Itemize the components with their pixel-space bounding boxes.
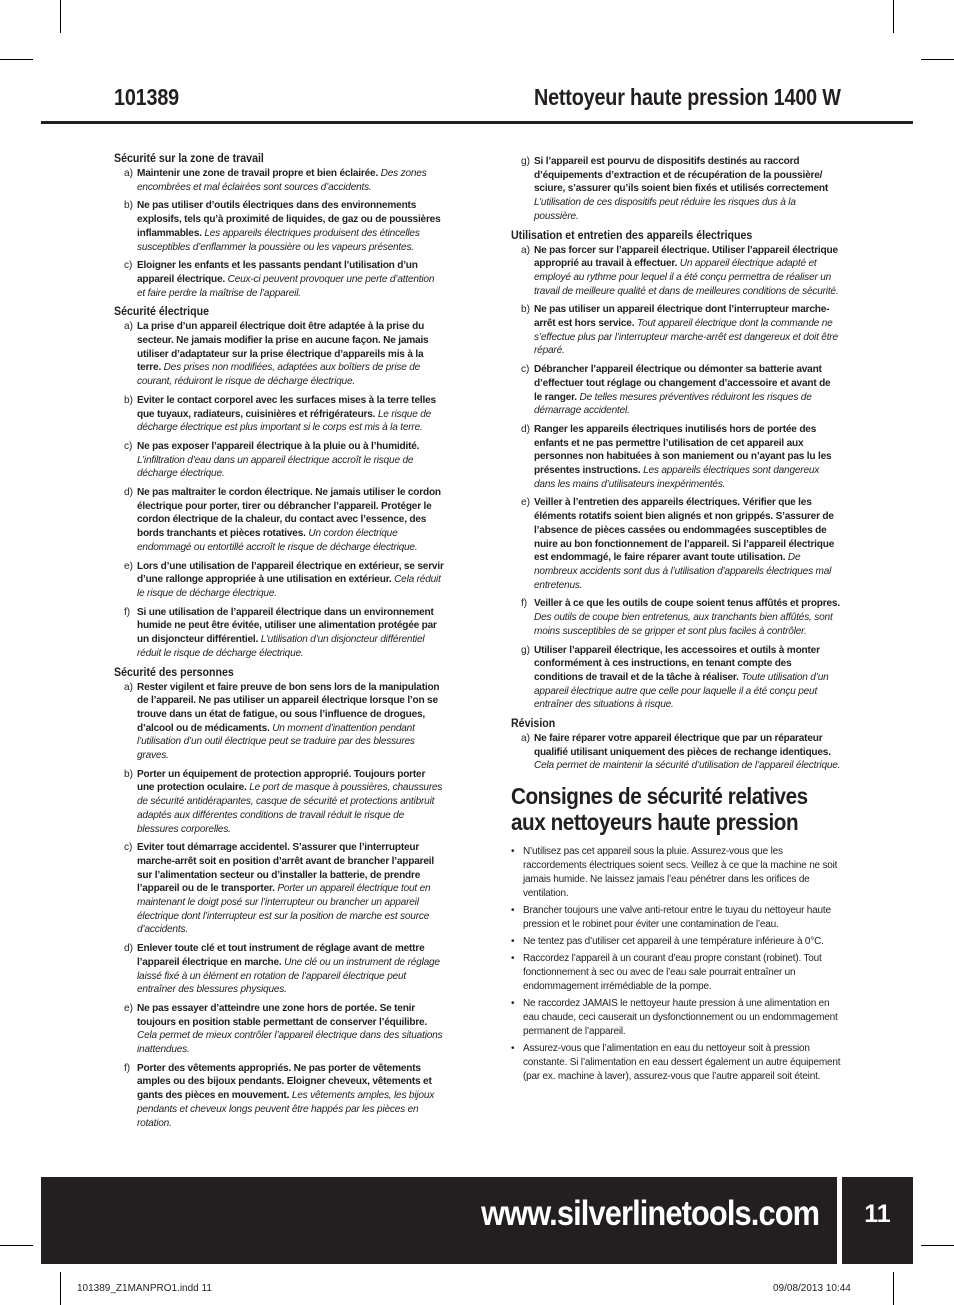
instruction-item (511, 496, 841, 592)
instruction-bold-text: Ne pas utiliser un appareil électrique dont l’interrupteur marche-arrêt est hors service. (534, 304, 830, 330)
website-url: www.silverlinetools.com (480, 1194, 819, 1233)
item-letter: d) (124, 487, 133, 499)
instruction-item (511, 363, 841, 418)
crop-mark (893, 0, 894, 33)
instruction-italic-text: Des zones encombrées et mal éclairées sont sources d’accidents. (137, 168, 427, 193)
instruction-italic-text: De nombreux accidents sont dus à l’utilisation d’appareils électriques mal entretenus. (534, 552, 832, 591)
instruction-bold-text: Enlever toute clé et tout instrument de réglage avant de mettre l’appareil électrique en marche. (137, 943, 425, 968)
instruction-bold-text: Ne pas exposer l’appareil électrique à la pluie ou à l’humidité. (137, 440, 420, 452)
bullet-icon: • (511, 936, 515, 948)
item-letter: b) (124, 394, 133, 406)
instruction-item (114, 486, 444, 555)
bullet-item (511, 904, 841, 932)
item-letter: a) (124, 168, 133, 179)
instruction-item (511, 644, 841, 713)
instruction-italic-text: Un cordon électrique endommagé ou entortillé accroît le risque de décharge électrique. (137, 528, 418, 553)
instruction-bold-text: Ne pas utiliser d’outils électriques dans des environnements explosifs, tels qu’à proximité de liquides, de gaz ou de poussières inflammables. (137, 200, 441, 239)
item-letter: a) (521, 244, 530, 256)
crop-mark (0, 59, 33, 60)
item-letter: c) (124, 260, 133, 272)
instruction-bold-text: Ne pas maltraiter le cordon électrique. Ne jamais utiliser le cordon électrique pour porter, tirer ou débrancher l’appareil. Protéger le cordon électrique de la chaleur, du contact avec l’essence, des bords tranchants et pièces rotatives. (137, 487, 441, 540)
bullet-item (511, 1042, 841, 1084)
instruction-item (114, 259, 444, 300)
instruction-bold-text: Eviter le contact corporel avec les surfaces mises à la terre telles que tuyaux, radiateurs, cuisinières et réfrigérateurs. (137, 394, 436, 420)
bullet-icon: • (511, 905, 515, 917)
instruction-bold-text: Eviter tout démarrage accidentel. S’assurer que l’interrupteur marche-arrêt soit en position d’arrêt avant de brancher l’appareil sur l’alimentation secteur ou d’installer la batterie, de prendre l’appareil ou de le transporter. (137, 842, 434, 895)
instruction-italic-text: Porter un appareil électrique tout en maintenant le doigt posé sur l’interrupteur ou brancher un appareil électrique dont l’interrupteur est sur la position de marche est source d’accidents. (137, 883, 431, 936)
instruction-italic-text: L’infiltration d’eau dans un appareil électrique accroît le risque de décharge électrique. (137, 454, 414, 480)
bullet-text: Ne tentez pas d’utiliser cet appareil à une température inférieure à 0°C. (523, 936, 824, 948)
bullet-text: Assurez-vous que l’alimentation en eau du nettoyeur soit à pression constante. Si l’alimentation en eau dessert également un autre équipement (par ex. machine à laver), assurez-vous que l’autre appareil soit éteint. (523, 1043, 841, 1083)
instruction-item (114, 167, 444, 194)
instruction-bold-text: La prise d’un appareil électrique doit être adaptée à la prise du secteur. Ne jamais modifier la prise en aucune façon. Ne jamais utiliser d’adaptateur sur la prise électrique d’appareils mis à la terre. (137, 321, 429, 374)
print-slug-file: 101389_Z1MANPRO1.indd 11 (77, 1283, 212, 1294)
instruction-italic-text: Cela réduit le risque de décharge électrique. (137, 574, 441, 599)
instruction-italic-text: Toute utilisation d’un appareil électrique autre que celle pour laquelle il a été conçu peut entraîner des situations à risque. (534, 671, 829, 711)
item-letter: a) (521, 733, 530, 745)
instruction-bold-text: Utiliser l’appareil électrique, les accessoires et outils à monter conformément à ces instructions, en tenant compte des conditions de travail et de la tâche à réaliser. (534, 644, 820, 683)
bullet-text: N’utilisez pas cet appareil sous la pluie. Assurez-vous que les raccordements électriques soient secs. Veillez à ce que la machine ne soit jamais humide. Ne laissez jamais l’eau pénétrer dans les orifices de ventilation. (523, 846, 838, 900)
crop-mark (60, 0, 61, 33)
instruction-italic-text: Une clé ou un instrument de réglage laissé fixé à un élément en rotation de l’appareil électrique peut entraîner des blessures physiques. (137, 956, 440, 996)
item-letter: b) (124, 200, 133, 212)
footer-bar (41, 1177, 837, 1264)
item-letter: d) (521, 423, 530, 435)
instruction-item (114, 320, 444, 389)
instruction-italic-text: Des outils de coupe bien entretenus, aux tranchants bien affûtés, sont moins susceptibles de se gripper et sont plus faciles à contrôler. (534, 612, 833, 637)
instruction-bold-text: Si l’appareil est pourvu de dispositifs destinés au raccord d’équipements d’extraction et de récupération de la poussière/ sciure, s’assurer qu’ils soient bien fixés et utilisés correctement (534, 156, 829, 195)
instruction-italic-text: Le risque de décharge électrique est plus important si le corps est mis à la terre. (137, 408, 432, 434)
bullet-icon: • (511, 953, 515, 965)
item-letter: d) (124, 943, 133, 955)
crop-mark (921, 1245, 954, 1246)
instruction-italic-text: Tout appareil électrique dont la commande ne s’effectue plus par l’interrupteur marche-arrêt est dangereux et doit être réparé. (534, 318, 838, 357)
bullet-icon: • (511, 846, 515, 858)
instruction-item (114, 560, 444, 601)
item-letter: e) (124, 1002, 133, 1014)
item-letter: b) (124, 768, 133, 780)
page-number: 11 (842, 1177, 913, 1264)
instruction-item (114, 942, 444, 997)
bullet-item (511, 997, 841, 1039)
right-column (511, 153, 841, 1087)
pressure-washer-safety-heading: Consignes de sécurité relatives aux nettoyeurs haute pression (511, 783, 808, 836)
instruction-bold-text: Rester vigilent et faire preuve de bon sens lors de la manipulation de l’appareil. Ne pas utiliser un appareil électrique lorsque l’on se trouve dans un état de fatigue, ou sous l’influence de drogues, d’alcool ou de médicaments. (137, 681, 440, 734)
instruction-item (511, 732, 841, 773)
product-code: 101389 (114, 84, 179, 110)
left-column (114, 151, 444, 1135)
instruction-bold-text: Ne pas essayer d’atteindre une zone hors de portée. Se tenir toujours en position stable permettant de conserver l’équilibre. (137, 1002, 428, 1028)
item-letter: g) (521, 156, 530, 167)
item-letter: e) (521, 497, 530, 509)
instruction-item (511, 423, 841, 492)
instruction-italic-text: Le port de masque à poussières, chaussures de sécurité antidérapantes, casque de sécurité et protections antibruit adaptés aux différentes conditions de travail réduit le risque de blessures corporelles. (137, 782, 443, 835)
bullet-item (511, 845, 841, 901)
item-letter: f) (124, 1062, 131, 1074)
instruction-italic-text: Ceux-ci peuvent provoquer une perte d’attention et faire perdre la maîtrise de l’appareil. (137, 273, 435, 299)
item-letter: f) (124, 606, 131, 618)
instruction-italic-text: Des prises non modifiées, adaptées aux boîtiers de prise de courant, réduiront le risque de décharge électrique. (137, 362, 421, 388)
bullet-icon: • (511, 998, 515, 1010)
bullet-text: Brancher toujours une valve anti-retour entre le tuyau du nettoyeur haute pression et le robinet pour éviter une contamination de l’eau. (523, 905, 831, 931)
bullet-text: Raccordez l’appareil à un courant d’eau propre constant (robinet). Tout fonctionnement à sec ou avec de l’eau sale pourrait entraîner un endommagement irrémédiable de la pompe. (523, 953, 822, 993)
item-letter: c) (124, 842, 133, 854)
section-heading: Sécurité électrique (114, 304, 210, 319)
crop-mark (921, 59, 954, 60)
section-heading: Révision (511, 716, 556, 731)
instruction-italic-text: Cela permet de mieux contrôler l’appareil électrique dans des situations inattendues. (137, 1030, 443, 1056)
bullet-text: Ne raccordez JAMAIS le nettoyeur haute pression à une alimentation en eau chaude, ceci causerait un dysfonctionnement ou un endommagement permanent de l’appareil. (523, 998, 838, 1038)
instruction-italic-text: Les appareils électriques produisent des étincelles susceptibles d’enflammer la poussière ou les vapeurs présentes. (137, 227, 420, 253)
instruction-bold-text: Si une utilisation de l’appareil électrique dans un environnement humide ne peut être évitée, utiliser une alimentation protégée par un disjoncteur différentiel. (137, 606, 437, 646)
instruction-item (114, 199, 444, 254)
instruction-italic-text: Les vêtements amples, les bijoux pendants et cheveux longs peuvent être happés par les pièces en rotation. (137, 1090, 435, 1129)
instruction-italic-text: L’utilisation d’un disjoncteur différentiel réduit le risque de décharge électrique. (137, 634, 425, 659)
item-letter: f) (521, 598, 528, 610)
instruction-item (114, 681, 444, 763)
item-letter: a) (124, 681, 133, 693)
bullet-item (511, 952, 841, 994)
instruction-item (511, 155, 841, 224)
item-letter: e) (124, 560, 133, 572)
item-letter: g) (521, 644, 530, 656)
instruction-italic-text: Les appareils électriques sont dangereux dans les mains d’utilisateurs inexpérimentés. (534, 465, 820, 490)
instruction-italic-text: Cela permet de maintenir la sécurité d’utilisation de l’appareil électrique. (534, 760, 841, 772)
crop-mark (893, 1272, 894, 1305)
print-slug-date: 09/08/2013 10:44 (773, 1283, 851, 1294)
instruction-bold-text: Veiller à ce que les outils de coupe soient tenus affûtés et propres. (534, 598, 840, 610)
instruction-item (114, 1002, 444, 1057)
instruction-bold-text: Ne faire réparer votre appareil électrique que par un réparateur qualifié utilisant uniquement des pièces de rechange identiques. (534, 733, 831, 758)
instruction-bold-text: Eloigner les enfants et les passants pendant l’utilisation d’un appareil électrique. (137, 260, 418, 285)
instruction-item (114, 1062, 444, 1131)
crop-mark (60, 1272, 61, 1305)
instruction-bold-text: Ranger les appareils électriques inutilisés hors de portée des enfants et ne pas permettre l’utilisation de cet appareil aux personnes non habituées à son maniement ou n’ayant pas lu les présentes instructions. (534, 423, 832, 477)
section-heading: Sécurité des personnes (114, 664, 234, 679)
item-letter: a) (124, 321, 133, 333)
instruction-item (511, 303, 841, 358)
instruction-italic-text: L’utilisation de ces dispositifs peut réduire les risques dus à la poussière. (534, 197, 796, 222)
instruction-bold-text: Veiller à l’entretien des appareils électriques. Vérifier que les éléments rotatifs soient bien alignés et non grippés. S’assurer de l’absence de pièces cassées ou endommagées susceptibles de nuire au bon fonctionnement de l’appareil. Si l’appareil électrique est endommagé, le faire réparer avant toute utilisation. (534, 497, 835, 564)
instruction-bold-text: Débrancher l’appareil électrique ou démonter sa batterie avant d’effectuer tout réglage ou changement d’accessoire et avant de le ranger. (534, 364, 831, 403)
header-divider (41, 121, 913, 124)
instruction-bold-text: Ne pas forcer sur l’appareil électrique. Utiliser l’appareil électrique approprié au travail à effectuer. (534, 244, 838, 270)
instruction-italic-text: Un moment d’inattention pendant l’utilisation d’un outil électrique peut se traduire par des blessures graves. (137, 722, 415, 762)
bullet-icon: • (511, 1043, 515, 1055)
instruction-item (114, 440, 444, 481)
crop-mark (0, 1245, 33, 1246)
instruction-item (114, 841, 444, 937)
instruction-bold-text: Porter des vêtements appropriés. Ne pas porter de vêtements amples ou des bijoux pendants. Eloigner cheveux, vêtements et gants des pièces en mouvement. (137, 1062, 432, 1102)
instruction-item (114, 394, 444, 435)
item-letter: c) (521, 364, 530, 376)
instruction-bold-text: Porter un équipement de protection approprié. Toujours porter une protection oculaire. (137, 768, 426, 794)
instruction-item (114, 768, 444, 837)
section-heading: Utilisation et entretien des appareils électriques (511, 227, 753, 242)
item-letter: c) (124, 440, 133, 452)
instruction-item (511, 244, 841, 299)
instruction-bold-text: Lors d’une utilisation de l’appareil électrique en extérieur, se servir d’une rallonge appropriée à une utilisation en extérieur. (137, 560, 444, 586)
page-title: Nettoyeur haute pression 1400 W (534, 84, 841, 110)
instruction-italic-text: Un appareil électrique adapté et employé au rythme pour lequel il a été conçu permettra de réaliser un travail de meilleure qualité et dans de meilleures conditions de sécurité. (534, 258, 839, 297)
instruction-bold-text: Maintenir une zone de travail propre et bien éclairée. (137, 168, 379, 179)
instruction-italic-text: De telles mesures préventives réduiront les risques de démarrage accidentel. (534, 391, 812, 417)
instruction-item (114, 606, 444, 661)
item-letter: b) (521, 304, 530, 316)
section-heading: Sécurité sur la zone de travail (114, 151, 264, 165)
bullet-item (511, 935, 841, 949)
instruction-item (511, 597, 841, 638)
